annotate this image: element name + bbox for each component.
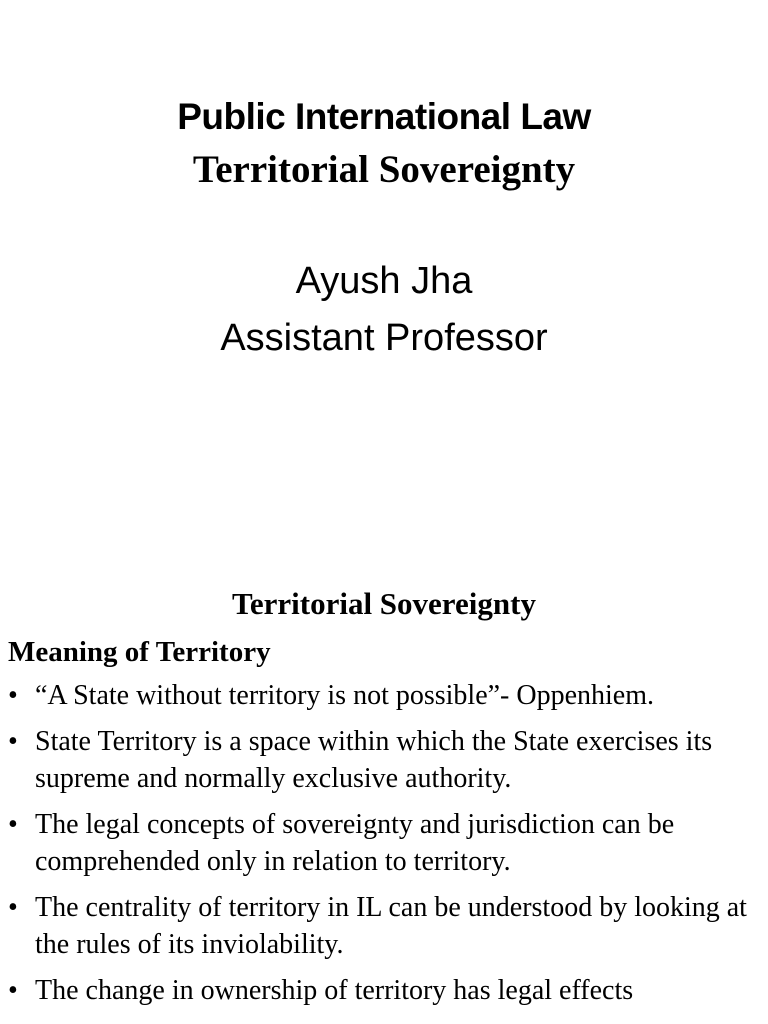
course-title: Public International Law	[177, 96, 591, 137]
bullet-icon: •	[8, 809, 18, 840]
content-slide	[0, 560, 768, 1024]
slide-title: Territorial Sovereignty	[232, 586, 536, 621]
bullet-icon: •	[8, 680, 18, 711]
bullet-text: “A State without territory is not possible”- Oppenhiem.	[35, 680, 655, 711]
bullet-text: State Territory is a space within which the State exercises its supreme and normally exclusive authority.	[35, 726, 713, 794]
bullet-item	[0, 972, 768, 1009]
author-role: Assistant Professor	[220, 317, 548, 359]
bullet-item	[0, 806, 768, 880]
bullet-text: The change in ownership of territory has legal effects	[35, 975, 634, 1006]
bullet-icon: •	[8, 975, 18, 1006]
bullet-text: The legal concepts of sovereignty and jurisdiction can be comprehended only in relation to territory.	[35, 809, 675, 877]
bullet-icon: •	[8, 892, 18, 923]
bullet-item	[0, 723, 768, 797]
bullet-item	[0, 677, 768, 714]
section-heading: Meaning of Territory	[8, 636, 271, 668]
topic-title: Territorial Sovereignty	[192, 148, 576, 191]
bullet-item	[0, 889, 768, 963]
author-name: Ayush Jha	[295, 260, 473, 302]
bullet-list	[0, 677, 768, 1018]
bullet-text: The centrality of territory in IL can be understood by looking at the rules of its inviolability.	[35, 892, 747, 960]
bullet-icon: •	[8, 726, 18, 757]
